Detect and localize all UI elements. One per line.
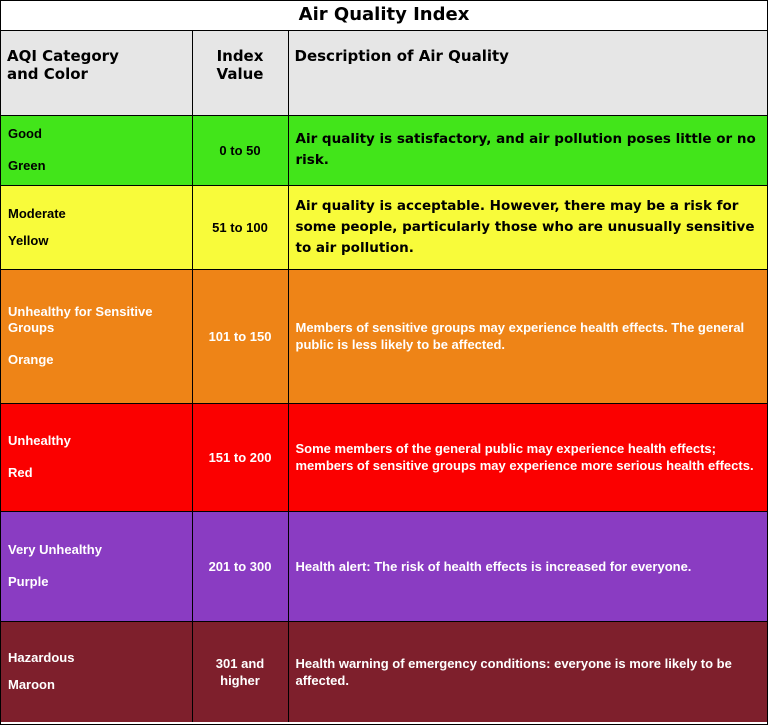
description-cell: Some members of the general public may experience health effects; members of sensitive groups may experience more serious health effects. <box>288 403 767 511</box>
category-name: Hazardous <box>8 650 75 666</box>
header-index-line1: Index <box>216 47 264 65</box>
header-index-line2: Value <box>216 65 264 83</box>
aqi-row-very-unhealthy <box>1 511 767 621</box>
index-value-cell: 51 to 100 <box>192 185 288 269</box>
category-color: Green <box>8 158 46 173</box>
category-color: Orange <box>8 352 54 367</box>
description-cell: Health warning of emergency conditions: everyone is more likely to be affected. <box>288 621 767 722</box>
category-name: Very Unhealthy <box>8 542 102 557</box>
aqi-row-unhealthy <box>1 403 767 511</box>
category-name: Unhealthy for Sensitive Groups <box>8 304 153 335</box>
category-name: Unhealthy <box>8 433 71 448</box>
header-index-value <box>192 31 288 115</box>
category-cell <box>1 115 192 185</box>
table-title: Air Quality Index <box>1 1 767 31</box>
aqi-row-moderate <box>1 185 767 269</box>
category-cell <box>1 403 192 511</box>
aqi-row-good <box>1 115 767 185</box>
index-value-cell: 301 and higher <box>192 621 288 722</box>
header-category-line2: and Color <box>7 65 88 83</box>
category-cell <box>1 621 192 722</box>
header-category-line1: AQI Category <box>7 47 119 65</box>
category-color: Yellow <box>8 232 49 248</box>
description-cell: Air quality is satisfactory, and air pollution poses little or no risk. <box>288 115 767 185</box>
description-cell: Members of sensitive groups may experience health effects. The general public is less likely to be affected. <box>288 269 767 403</box>
category-color: Red <box>8 465 33 480</box>
header-description: Description of Air Quality <box>288 31 767 115</box>
category-cell <box>1 185 192 269</box>
index-value-cell: 201 to 300 <box>192 511 288 621</box>
category-color: Purple <box>8 574 49 589</box>
category-cell <box>1 269 192 403</box>
description-cell: Air quality is acceptable. However, there may be a risk for some people, particularly those who are unusually sensitive to air pollution. <box>288 185 767 269</box>
category-color: Maroon <box>8 677 55 693</box>
description-cell: Health alert: The risk of health effects is increased for everyone. <box>288 511 767 621</box>
index-value-cell: 101 to 150 <box>192 269 288 403</box>
category-name: Moderate <box>8 205 66 221</box>
aqi-row-unhealthy-sensitive <box>1 269 767 403</box>
index-value-cell: 0 to 50 <box>192 115 288 185</box>
category-cell <box>1 511 192 621</box>
header-row <box>1 31 767 115</box>
aqi-row-hazardous <box>1 621 767 722</box>
header-category <box>1 31 192 115</box>
index-value-cell: 151 to 200 <box>192 403 288 511</box>
aqi-table <box>1 31 767 722</box>
category-name: Good <box>8 126 42 141</box>
